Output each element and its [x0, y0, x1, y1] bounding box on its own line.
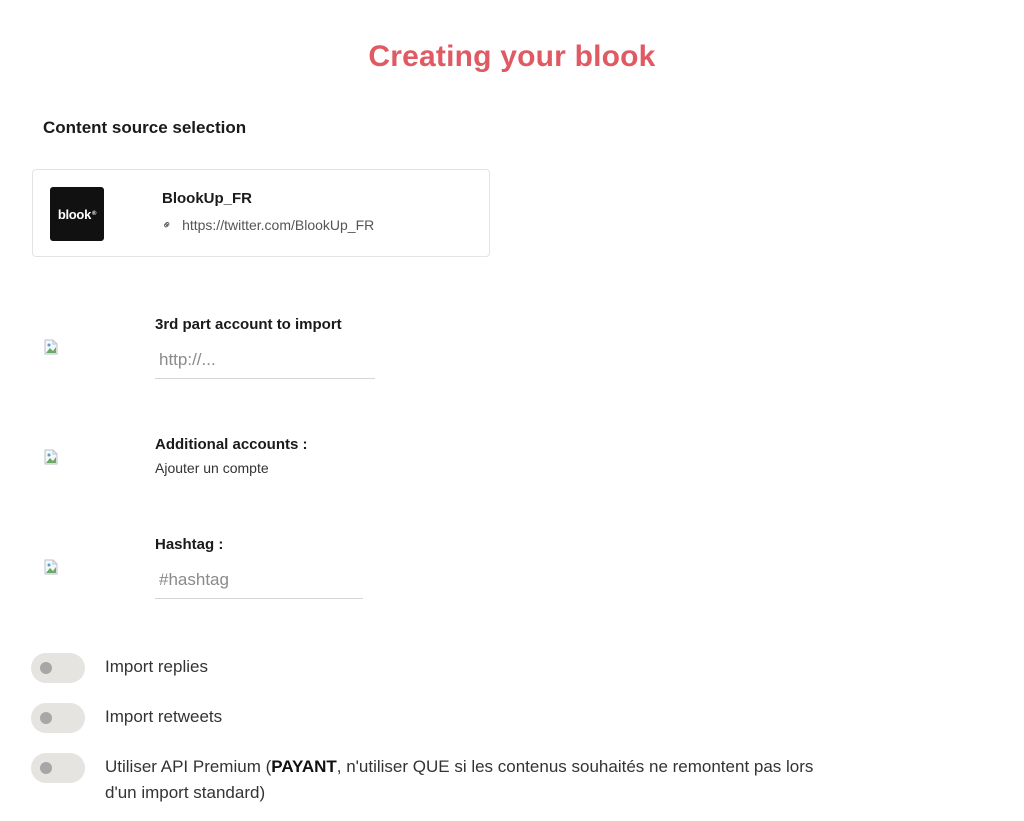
add-account-link[interactable]: Ajouter un compte [155, 460, 269, 476]
broken-image-icon [43, 449, 59, 465]
broken-image-icon [43, 559, 59, 575]
import-retweets-toggle[interactable] [31, 703, 85, 733]
link-icon: ⚭ [158, 216, 176, 234]
toggle-knob [40, 662, 52, 674]
import-replies-toggle[interactable] [31, 653, 85, 683]
third-party-account-input[interactable] [155, 341, 375, 379]
import-retweets-label: Import retweets [105, 707, 223, 726]
additional-accounts-label: Additional accounts : [155, 436, 308, 453]
toggle-knob [40, 762, 52, 774]
source-account-link[interactable] [158, 216, 375, 234]
premium-api-label-suffix: , n'utiliser QUE si les contenus souhaités ne remontent pas lors [336, 757, 814, 776]
content-source-card[interactable] [32, 169, 490, 257]
premium-api-label-bold: PAYANT [271, 757, 337, 776]
source-account-url[interactable]: https://twitter.com/BlookUp_FR [182, 217, 375, 233]
premium-api-label-line2: d'un import standard) [105, 783, 266, 802]
hashtag-input[interactable] [155, 561, 363, 599]
logo-mark: ® [92, 211, 97, 217]
hashtag-label: Hashtag : [155, 536, 224, 553]
page-title: Creating your blook [368, 40, 656, 73]
blook-logo [50, 187, 104, 241]
source-account-name: BlookUp_FR [162, 190, 252, 207]
third-party-account-label: 3rd part account to import [155, 316, 342, 333]
broken-image-icon [43, 339, 59, 355]
content-source-heading: Content source selection [43, 118, 247, 137]
import-replies-label: Import replies [105, 657, 208, 676]
premium-api-toggle[interactable] [31, 753, 85, 783]
toggle-knob [40, 712, 52, 724]
logo-text: blook [57, 206, 92, 222]
premium-api-label-prefix: Utiliser API Premium ( [105, 757, 272, 776]
premium-api-label [105, 754, 985, 806]
premium-api-label-line1 [105, 754, 985, 780]
